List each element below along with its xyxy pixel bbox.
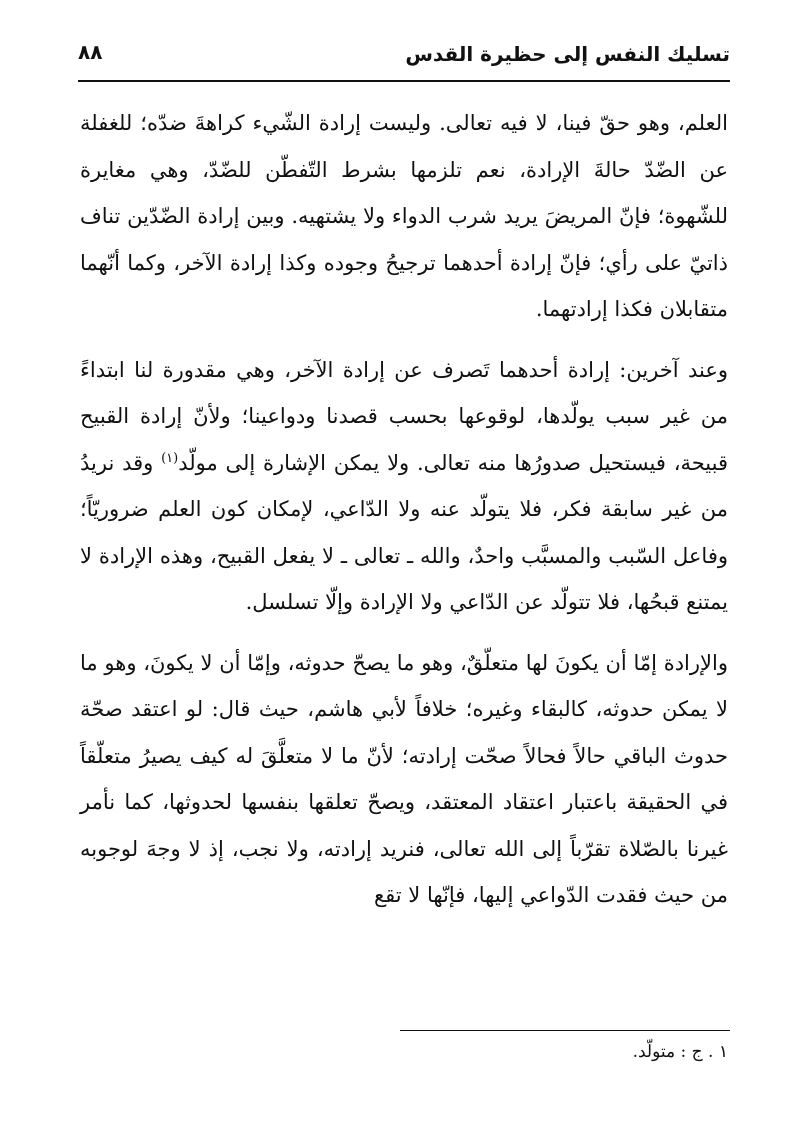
paragraph-2 [80, 347, 728, 626]
footnote-1: ١ . ج : متولّد. [632, 1042, 728, 1062]
paragraph-3-text: والإرادة إمّا أن يكونَ لها متعلّقٌ، وهو ما يصحّ حدوثه، وإمّا أن لا يكونَ، وهو ما لا يمكن حدوثه، كالبقاء وغيره؛ خلافاً لأبي هاشم، حيث قال: لو اعتقد صحّة حدوث الباقي حالاً فحالاً صحّت إرادته؛ لأنّ ما لا متعلَّقَ له كيف يصيرُ متعلّقاً في الحقيقة باعتبار اعتقاد المعتقد، ويصحّ تعلقها بنفسها لحدوثها، كما نأمر غيرنا بالصّلاة تقرّباً إلى الله تعالى، فنريد إرادته، ولا نجب، إذ لا وجهَ لوجوبه من حيث فقدت الدّواعي إليها، فإنّها لا تقع [80, 650, 728, 907]
body-text [80, 100, 728, 933]
footnote-rule [400, 1030, 730, 1031]
paragraph-3 [80, 640, 728, 919]
running-title: تسليك النفس إلى حظيرة القدس [405, 42, 730, 66]
paragraph-1 [80, 100, 728, 333]
paragraph-2-text-continued: وقد نريدُ من غير سابقة فكر، فلا يتولّد عنه ولا الدّاعي، لإمكان كون العلم ضروريّاً؛ وفاعل السّبب والمسبَّب واحدٌ، والله ـ تعالى ـ لا يفعل القبيح، وهذه الإرادة لا يمتنع قبحُها، فلا تتولّد عن الدّاعي ولا الإرادة وإلّا تسلسل. [80, 450, 728, 614]
header-rule [78, 80, 730, 82]
page-header [78, 36, 730, 76]
paragraph-1-text: العلم، وهو حقّ فينا، لا فيه تعالى. وليست إرادة الشّيء كراهةَ ضدّه؛ للغفلة عن الضّدّ حالةَ الإرادة، نعم تلزمها بشرط التّفطّن للضّدّ، وهي مغايرة للشّهوة؛ فإنّ المريضَ يريد شرب الدواء ولا يشتهيه. وبين إرادة الضّدّين تناف ذاتيّ على رأي؛ فإنّ إرادة أحدهما ترجيحُ وجوده وكذا إرادة الآخر، وكما أنّهما متقابلان فكذا إرادتهما. [80, 111, 728, 321]
page-number: ٨٨ [78, 40, 103, 64]
paragraph-2-text: وعند آخرين: إرادة أحدهما تَصرف عن إرادة الآخر، وهي مقدورة لنا ابتداءً من غير سبب يولّدها، لوقوعها بحسب قصدنا ودواعينا؛ ولأنّ إرادة القبيح قبيحة، فيستحيل صدورُها منه تعالى. ولا يمكن الإشارة إلى مولّد [80, 357, 729, 475]
footnote-reference[interactable]: (١) [161, 450, 179, 466]
